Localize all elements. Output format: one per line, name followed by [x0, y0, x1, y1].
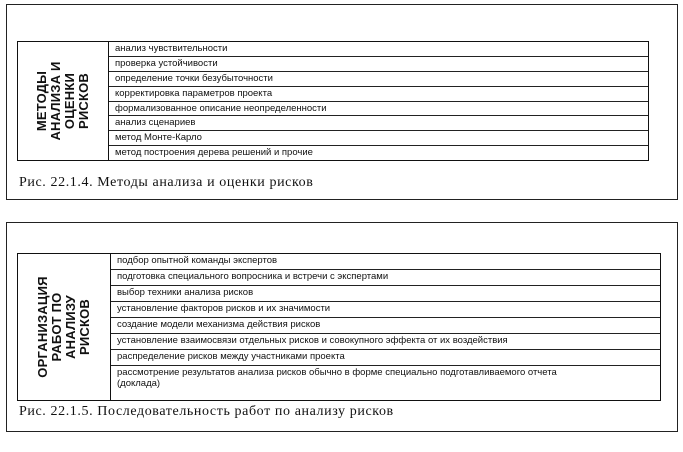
figure-caption: Рис. 22.1.4. Методы анализа и оценки рисков: [19, 175, 314, 190]
work-step-item: рассмотрение результатов анализа рисков обычно в форме специально подготавливаемого отчета (доклада): [117, 366, 557, 389]
method-item: анализ сценариев: [109, 116, 648, 131]
work-step-item: установление взаимосвязи отдельных рисков и совокупного эффекта от их воздействия: [111, 334, 660, 350]
figure-22-1-4-panel: [6, 4, 678, 200]
work-step-item: подбор опытной команды экспертов: [111, 254, 660, 270]
method-item: формализованное описание неопределенности: [109, 102, 648, 117]
organization-side-box: [17, 253, 111, 401]
methods-side-box: [17, 41, 109, 161]
work-step-item: создание модели механизма действия рисков: [111, 318, 660, 334]
organization-side-label: ОРГАНИЗАЦИЯ РАБОТ ПО АНАЛИЗУ РИСКОВ: [35, 276, 92, 378]
work-step-item: распределение рисков между участниками проекта: [111, 350, 660, 366]
risk-methods-diagram: [17, 41, 649, 161]
figure-caption: Рис. 22.1.5. Последовательность работ по анализу рисков: [19, 404, 394, 419]
methods-list: [109, 41, 649, 161]
method-item: определение точки безубыточности: [109, 72, 648, 87]
method-item: метод Монте-Карло: [109, 131, 648, 146]
work-step-item: выбор техники анализа рисков: [111, 286, 660, 302]
risk-work-diagram: [17, 253, 661, 401]
methods-side-label: МЕТОДЫ АНАЛИЗА И ОЦЕНКИ РИСКОВ: [34, 61, 91, 141]
work-step-item: подготовка специального вопросника и встречи с экспертами: [111, 270, 660, 286]
method-item: метод построения дерева решений и прочие: [115, 147, 313, 159]
figure-22-1-5-panel: [6, 222, 678, 432]
work-step-item: установление факторов рисков и их значимости: [111, 302, 660, 318]
method-item: проверка устойчивости: [109, 57, 648, 72]
work-steps-list: [111, 253, 661, 401]
method-item: анализ чувствительности: [109, 42, 648, 57]
method-item: корректировка параметров проекта: [109, 87, 648, 102]
